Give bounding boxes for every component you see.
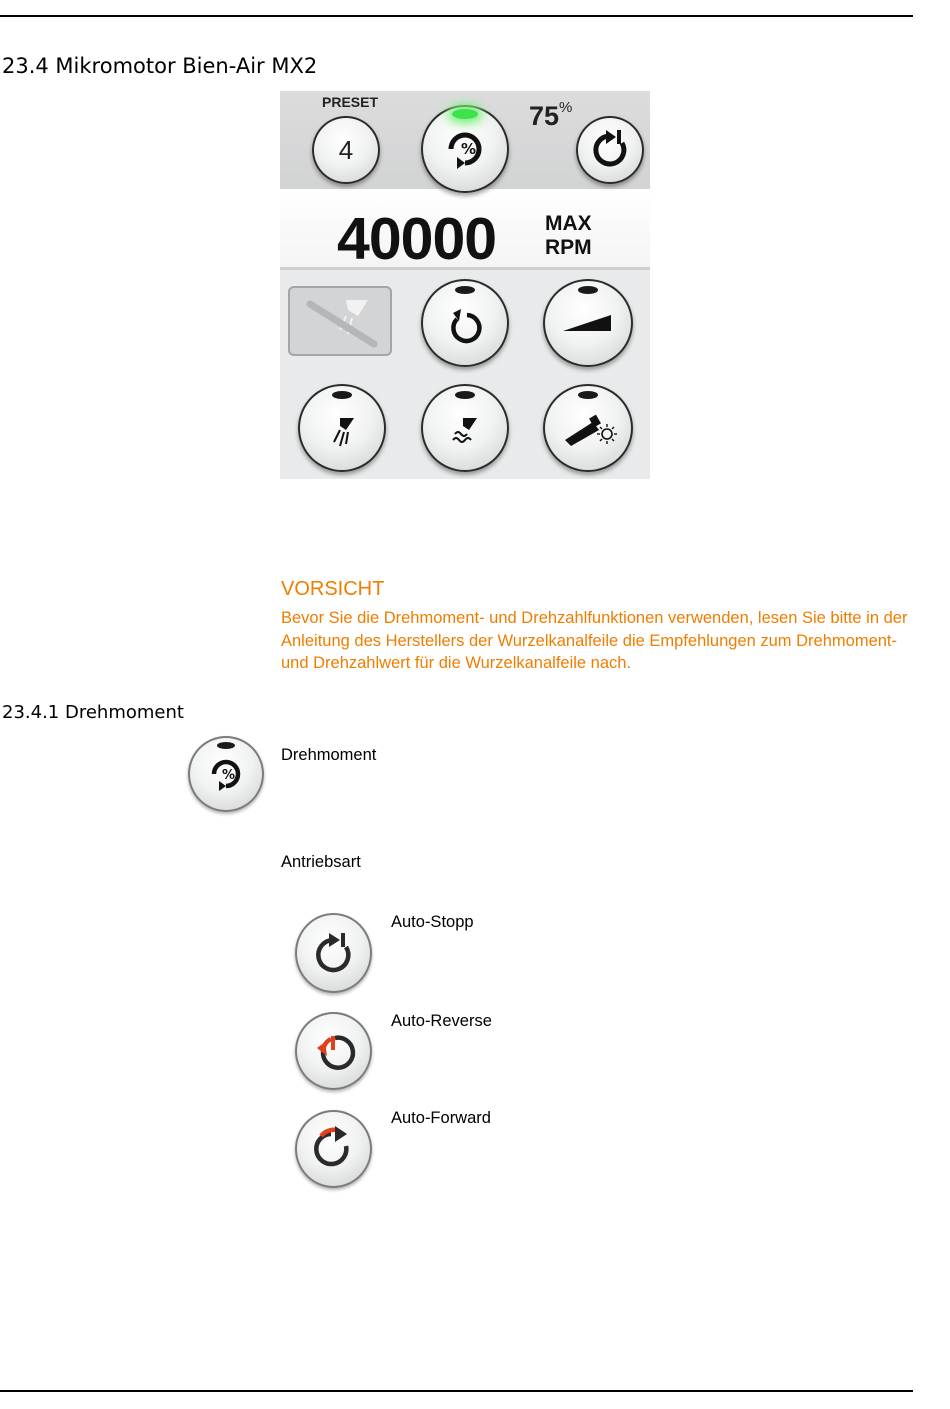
auto-stop-icon [576, 116, 644, 184]
speed-ramp-button[interactable] [543, 279, 633, 367]
drive-type-label: Antriebsart [281, 853, 361, 871]
spray-off-icon [288, 286, 392, 356]
spray-icon [298, 384, 386, 472]
preset-button[interactable] [312, 116, 380, 184]
auto-reverse-illustration [295, 1012, 372, 1090]
rpm-unit [545, 212, 592, 260]
section-title: 23.4 Mikromotor Bien-Air MX2 [2, 54, 318, 78]
top-rule [0, 15, 913, 17]
subsection-title: 23.4.1 Drehmoment [2, 702, 184, 723]
preset-label: PRESET [322, 94, 379, 110]
device-panel [280, 91, 650, 479]
torque-percent-icon [188, 736, 264, 812]
warning-title: VORSICHT [281, 578, 385, 600]
percent-sign: % [559, 99, 573, 116]
rpm-unit-max: MAX [545, 212, 592, 235]
mode-label-auto-reverse: Auto-Reverse [391, 1012, 492, 1030]
mode-label-auto-forward: Auto-Forward [391, 1109, 491, 1127]
torque-percent-readout [529, 101, 572, 132]
light-button[interactable] [543, 384, 633, 472]
reverse-button[interactable] [421, 279, 509, 367]
mode-label-auto-stop: Auto-Stopp [391, 913, 474, 931]
torque-button[interactable] [421, 105, 509, 193]
torque-label: Drehmoment [281, 746, 377, 764]
bottom-rule [0, 1390, 913, 1392]
spray-button[interactable] [298, 384, 386, 472]
auto-forward-illustration [295, 1110, 372, 1188]
torque-button-illustration [188, 736, 264, 812]
ramp-icon [543, 279, 633, 367]
handpiece-light-icon [543, 384, 633, 472]
coolant-icon [421, 384, 509, 472]
warning-text: Bevor Sie die Drehmoment- und Drehzahlfunktionen verwenden, lesen Sie bitte in der Anleitung des Herstellers der Wurzelkanalfeile die Empfehlungen zum Drehmoment- und Drehzahlwert für die Wurzelkanalfeile nach. [281, 609, 908, 672]
svg-text:%: % [222, 768, 236, 783]
rpm-value: 40000 [337, 206, 497, 272]
rpm-unit-rpm: RPM [545, 236, 592, 259]
auto-forward-icon [295, 1110, 372, 1188]
auto-stop-illustration [295, 913, 372, 993]
coolant-button[interactable] [421, 384, 509, 472]
preset-value: 4 [338, 135, 354, 165]
auto-reverse-icon [295, 1012, 372, 1090]
torque-percent-icon [421, 105, 509, 193]
reverse-icon [421, 279, 509, 367]
svg-text:%: % [461, 140, 477, 158]
auto-stop-icon [295, 913, 372, 993]
torque-percent-value: 75 [529, 101, 560, 131]
auto-stop-button[interactable] [576, 116, 644, 184]
spray-disabled-button[interactable] [288, 286, 392, 356]
